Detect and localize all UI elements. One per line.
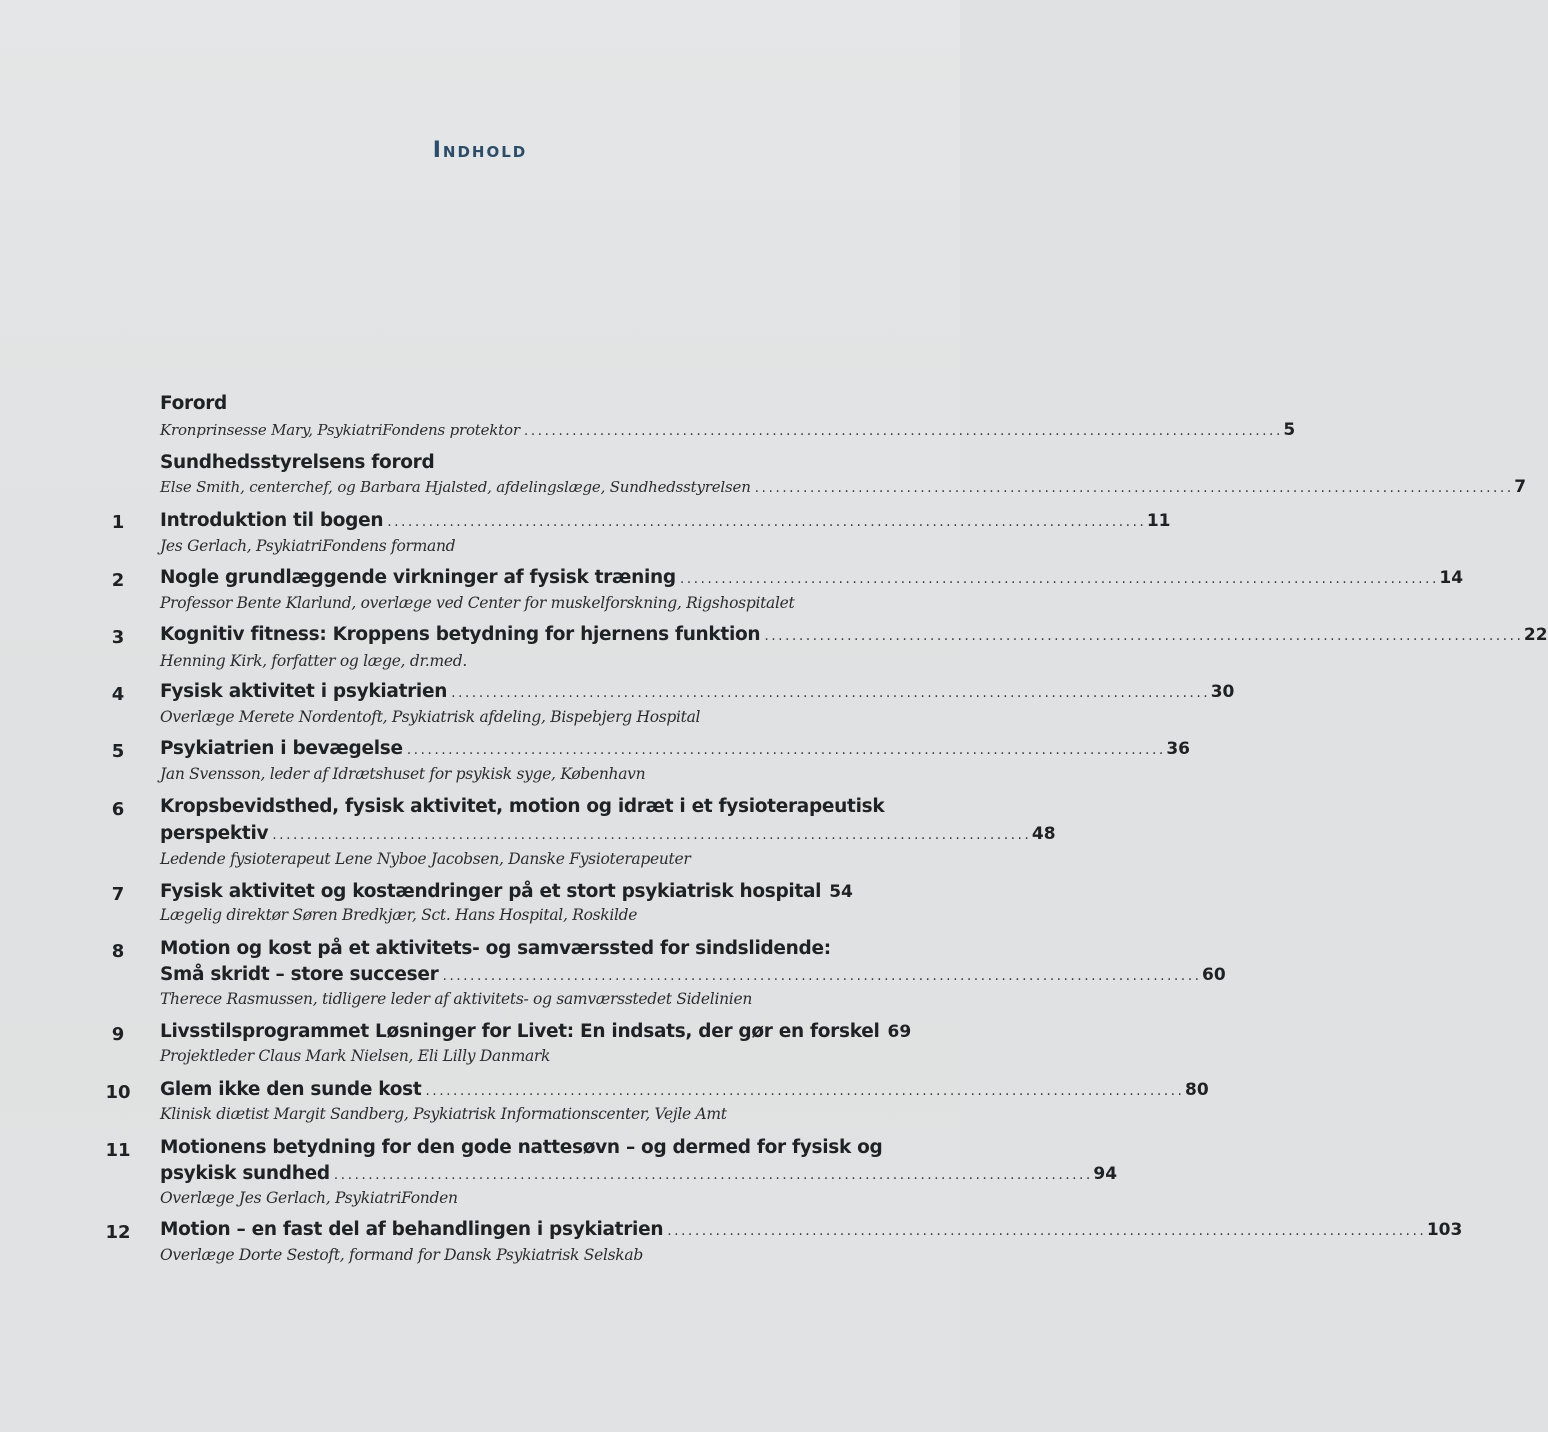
chapter-title-line1: Motionens betydning for den gode nattesøvn – og dermed for fysisk og bbox=[160, 1137, 883, 1158]
toc-leader-dots bbox=[451, 685, 1207, 701]
toc-leader-dots bbox=[442, 968, 1198, 984]
toc-page-forord: 5 bbox=[1283, 420, 1296, 440]
chapter-page: 14 bbox=[1439, 568, 1464, 588]
toc-leader-dots bbox=[425, 1083, 1181, 1099]
chapter-page: 48 bbox=[1031, 824, 1056, 844]
toc-line-chapter-1 bbox=[160, 510, 1171, 531]
chapter-page: 22 bbox=[1523, 625, 1548, 645]
chapter-page: 54 bbox=[829, 882, 853, 902]
toc-title-forord: Forord bbox=[160, 393, 227, 414]
chapter-title: psykisk sundhed bbox=[160, 1163, 330, 1184]
chapter-title: Livsstilsprogrammet Løsninger for Livet: En indsats, der gør en forskel bbox=[160, 1021, 880, 1042]
chapter-author: Overlæge Merete Nordentoft, Psykiatrisk afdeling, Bispebjerg Hospital bbox=[160, 708, 701, 726]
chapter-title: Små skridt – store succeser bbox=[160, 964, 439, 985]
chapter-title: Motion – en fast del af behandlingen i psykiatrien bbox=[160, 1219, 664, 1240]
toc-line-chapter-10 bbox=[160, 1079, 1209, 1100]
chapter-number: 11 bbox=[105, 1140, 131, 1161]
chapter-author: Overlæge Dorte Sestoft, formand for Dansk Psykiatrisk Selskab bbox=[160, 1246, 643, 1264]
chapter-number: 5 bbox=[111, 741, 125, 762]
chapter-number: 2 bbox=[111, 570, 125, 591]
chapter-number: 10 bbox=[105, 1082, 131, 1103]
toc-leader-dots bbox=[272, 827, 1028, 843]
toc-leader-dots bbox=[680, 571, 1436, 587]
chapter-title: Introduktion til bogen bbox=[160, 510, 384, 531]
toc-line-chapter-8 bbox=[160, 964, 1226, 985]
chapter-title: perspektiv bbox=[160, 823, 269, 844]
toc-leader-dots bbox=[755, 480, 1511, 496]
toc-author-forord: Kronprinsesse Mary, PsykiatriFondens protektor bbox=[160, 421, 520, 439]
chapter-number: 1 bbox=[111, 512, 125, 533]
toc-line-chapter-3 bbox=[160, 624, 1548, 645]
chapter-number: 9 bbox=[111, 1024, 125, 1045]
chapter-page: 80 bbox=[1184, 1080, 1209, 1100]
toc-line-chapter-2 bbox=[160, 567, 1464, 588]
toc-line-chapter-6 bbox=[160, 823, 1056, 844]
toc-author-sst-forord: Else Smith, centerchef, og Barbara Hjalsted, afdelingslæge, Sundhedsstyrelsen bbox=[160, 478, 751, 496]
toc-leader-dots bbox=[387, 514, 1143, 530]
chapter-page: 30 bbox=[1210, 682, 1235, 702]
toc-page-sst-forord: 7 bbox=[1514, 477, 1527, 497]
chapter-author: Overlæge Jes Gerlach, PsykiatriFonden bbox=[160, 1189, 458, 1207]
chapter-title: Psykiatrien i bevægelse bbox=[160, 738, 403, 759]
chapter-page: 69 bbox=[887, 1022, 912, 1042]
chapter-page: 94 bbox=[1093, 1164, 1118, 1184]
chapter-author: Klinisk diætist Margit Sandberg, Psykiatrisk Informationscenter, Vejle Amt bbox=[160, 1105, 727, 1123]
chapter-number: 4 bbox=[111, 684, 125, 705]
chapter-number: 6 bbox=[111, 799, 125, 820]
toc-line-chapter-9 bbox=[160, 1021, 912, 1042]
chapter-author: Jes Gerlach, PsykiatriFondens formand bbox=[160, 537, 456, 555]
chapter-author: Ledende fysioterapeut Lene Nyboe Jacobsen, Danske Fysioterapeuter bbox=[160, 850, 691, 868]
toc-line-chapter-11 bbox=[160, 1163, 1118, 1184]
chapter-page: 36 bbox=[1166, 739, 1190, 759]
toc-leader-dots bbox=[764, 628, 1520, 644]
chapter-number: 3 bbox=[111, 627, 125, 648]
chapter-author: Lægelig direktør Søren Bredkjær, Sct. Hans Hospital, Roskilde bbox=[160, 906, 638, 924]
chapter-author: Jan Svensson, leder af Idrætshuset for psykisk syge, København bbox=[160, 765, 646, 783]
chapter-page: 11 bbox=[1146, 511, 1171, 531]
toc-title-sst-forord: Sundhedsstyrelsens forord bbox=[160, 452, 435, 473]
toc-line-sst-forord bbox=[160, 477, 1527, 497]
chapter-author: Henning Kirk, forfatter og læge, dr.med. bbox=[160, 652, 467, 670]
toc-line-chapter-5 bbox=[160, 738, 1190, 759]
toc-line-chapter-4 bbox=[160, 681, 1235, 702]
chapter-title: Kognitiv fitness: Kroppens betydning for hjernens funktion bbox=[160, 624, 761, 645]
toc-leader-dots bbox=[667, 1223, 1423, 1239]
toc-line-forord bbox=[160, 420, 1296, 440]
chapter-number: 8 bbox=[111, 941, 125, 962]
chapter-title: Fysisk aktivitet i psykiatrien bbox=[160, 681, 448, 702]
chapter-title: Nogle grundlæggende virkninger af fysisk træning bbox=[160, 567, 676, 588]
toc-leader-dots bbox=[334, 1167, 1090, 1183]
chapter-number: 12 bbox=[105, 1222, 131, 1243]
toc-leader-dots bbox=[524, 423, 1280, 439]
chapter-page: 60 bbox=[1202, 965, 1226, 985]
chapter-author: Projektleder Claus Mark Nielsen, Eli Lilly Danmark bbox=[160, 1047, 551, 1065]
chapter-author: Therece Rasmussen, tidligere leder af aktivitets- og samværsstedet Sidelinien bbox=[160, 990, 753, 1008]
toc-line-chapter-12 bbox=[160, 1219, 1463, 1240]
chapter-number: 7 bbox=[111, 884, 125, 905]
chapter-title: Fysisk aktivitet og kostændringer på et stort psykiatrisk hospital bbox=[160, 881, 822, 902]
page-title: Indhold bbox=[432, 138, 528, 163]
chapter-title-line1: Motion og kost på et aktivitets- og samværssted for sindslidende: bbox=[160, 938, 831, 959]
chapter-page: 103 bbox=[1426, 1220, 1463, 1240]
chapter-title-line1: Kropsbevidsthed, fysisk aktivitet, motion og idræt i et fysioterapeutisk bbox=[160, 796, 885, 817]
toc-line-chapter-7 bbox=[160, 881, 853, 902]
toc-leader-dots bbox=[407, 742, 1163, 758]
chapter-title: Glem ikke den sunde kost bbox=[160, 1079, 422, 1100]
chapter-author: Professor Bente Klarlund, overlæge ved Center for muskelforskning, Rigshospitalet bbox=[160, 594, 795, 612]
